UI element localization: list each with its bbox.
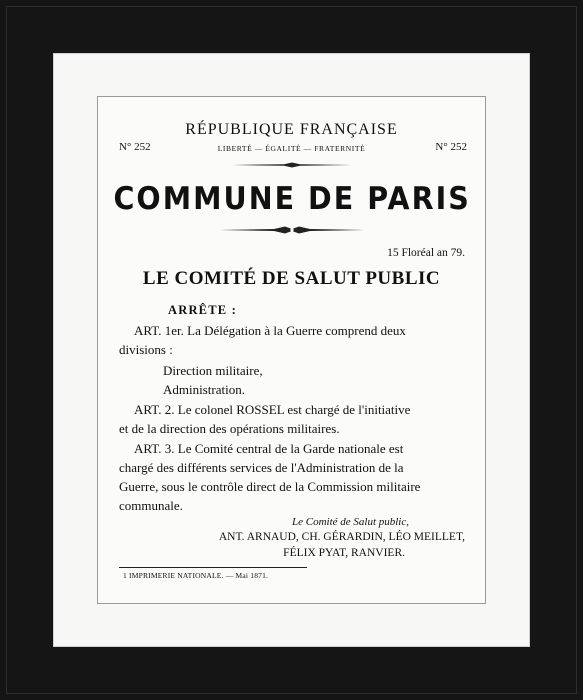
date: 15 Floréal an 79. [387, 247, 465, 259]
number-left: N° 252 [119, 141, 151, 153]
poster-title: COMMUNE DE PARIS [113, 181, 471, 217]
signature-title: Le Comité de Salut public, [291, 516, 409, 528]
body-line: Direction militaire, [163, 363, 263, 378]
poster [97, 96, 486, 604]
signatories-line-1: ANT. ARNAUD, CH. GÉRARDIN, LÉO MEILLET, [218, 531, 465, 543]
imprint: 1 IMPRIMERIE NATIONALE. — Mai 1871. [123, 571, 269, 580]
ornament-rule-top [232, 161, 352, 169]
arrete-heading: ARRÊTE : [168, 303, 237, 317]
signatories-line-2: FÉLIX PYAT, RANVIER. [283, 547, 405, 559]
body-line: ART. 1er. La Délégation à la Guerre comprend deux [134, 323, 406, 338]
body-line: divisions : [119, 342, 173, 357]
body-line: communale. [119, 498, 183, 513]
body-line: ART. 3. Le Comité central de la Garde nationale est [134, 441, 404, 456]
committee-heading: LE COMITÉ DE SALUT PUBLIC [142, 268, 441, 289]
body-line: Guerre, sous le contrôle direct de la Commission militaire [119, 479, 421, 494]
number-right: N° 252 [435, 141, 467, 153]
body-line: et de la direction des opérations militaires. [119, 421, 340, 436]
motto: LIBERTÉ — ÉGALITÉ — FRATERNITÉ [217, 144, 366, 153]
body-line: Administration. [163, 382, 245, 397]
imprint-rule [119, 567, 307, 568]
ornament-rule-middle [219, 225, 365, 235]
body-line: chargé des différents services de l'Administration de la [119, 460, 404, 475]
republic-heading: RÉPUBLIQUE FRANÇAISE [185, 121, 398, 138]
body-line: ART. 2. Le colonel ROSSEL est chargé de l'initiative [134, 402, 411, 417]
